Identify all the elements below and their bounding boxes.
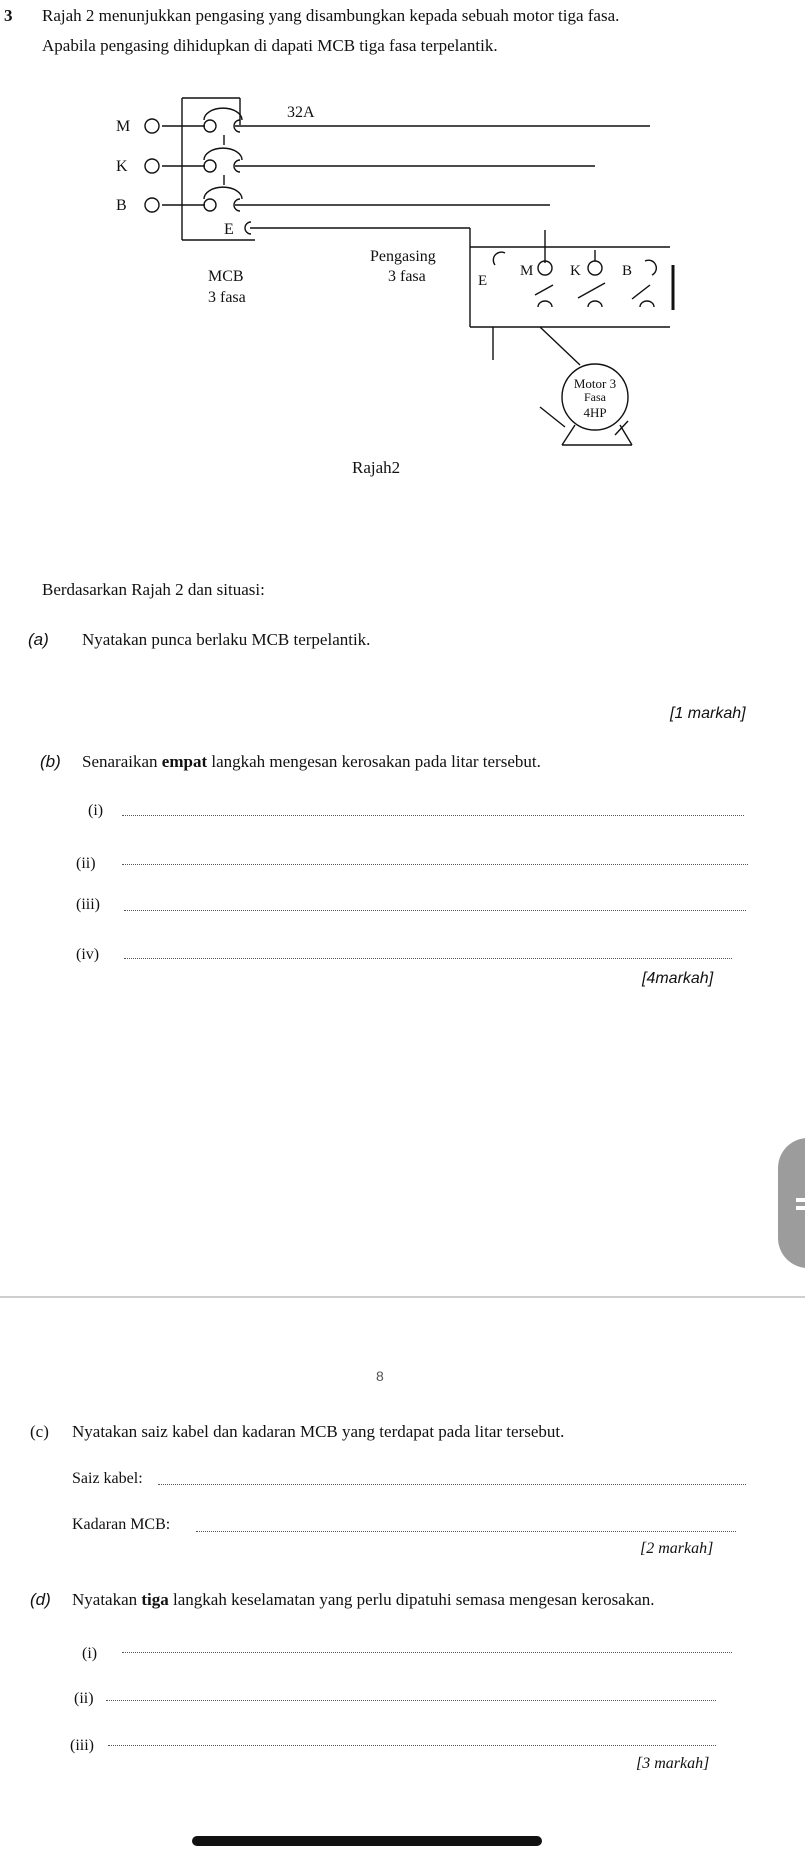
part-c-text: Nyatakan saiz kabel dan kadaran MCB yang terdapat pada litar tersebut. bbox=[72, 1422, 565, 1441]
isolator-label-line2: 3 fasa bbox=[388, 268, 426, 285]
part-b-item-4-label: (iv) bbox=[76, 946, 100, 963]
tab-grip-icon bbox=[796, 1198, 805, 1202]
part-d-label: (d) bbox=[30, 1590, 51, 1609]
cable-size-answer-line[interactable] bbox=[158, 1484, 746, 1485]
part-b-label: (b) bbox=[40, 752, 61, 771]
part-b-answer-line-1[interactable] bbox=[122, 815, 744, 816]
mcb-label-line2: 3 fasa bbox=[208, 289, 246, 306]
home-indicator[interactable] bbox=[192, 1836, 542, 1846]
part-d-item-2-label: (ii) bbox=[74, 1690, 94, 1707]
part-d-answer-line-2[interactable] bbox=[106, 1700, 716, 1701]
part-b-answer-line-3[interactable] bbox=[124, 910, 746, 911]
situation-text: Berdasarkan Rajah 2 dan situasi: bbox=[42, 580, 265, 599]
part-b-marks: [4markah] bbox=[642, 970, 714, 987]
part-d-item-1-label: (i) bbox=[82, 1645, 98, 1662]
isolator-label-line1: Pengasing bbox=[370, 248, 436, 265]
mcb-label-line1: MCB bbox=[208, 268, 244, 285]
side-scroll-tab[interactable] bbox=[778, 1138, 805, 1268]
question-intro-line2: Apabila pengasing dihidupkan di dapati MCB tiga fasa terpelantik. bbox=[42, 36, 498, 55]
isolator-k-label: K bbox=[570, 263, 581, 279]
mcb-rating-label: 32A bbox=[287, 104, 315, 121]
motor-label-line3: 4HP bbox=[583, 405, 607, 420]
part-c-label: (c) bbox=[30, 1422, 49, 1441]
circuit-diagram bbox=[0, 95, 805, 545]
page-number: 8 bbox=[376, 1368, 384, 1384]
mcb-rating-field-label: Kadaran MCB: bbox=[72, 1516, 171, 1533]
motor-label-line1: Motor 3 bbox=[573, 376, 617, 391]
part-b-answer-line-4[interactable] bbox=[124, 958, 732, 959]
terminal-m-label: M bbox=[116, 118, 131, 135]
part-d-answer-line-1[interactable] bbox=[122, 1652, 732, 1653]
part-d-marks: [3 markah] bbox=[636, 1755, 710, 1772]
page-divider bbox=[0, 1296, 805, 1298]
terminal-b-label: B bbox=[116, 197, 127, 214]
motor-label-line2: Fasa bbox=[584, 390, 606, 404]
part-a-text: Nyatakan punca berlaku MCB terpelantik. bbox=[82, 630, 371, 649]
part-d-answer-line-3[interactable] bbox=[108, 1745, 716, 1746]
part-a-label: (a) bbox=[28, 630, 49, 649]
part-b-item-2-label: (ii) bbox=[76, 855, 96, 872]
tab-grip-icon bbox=[796, 1206, 805, 1210]
question-intro-line1: Rajah 2 menunjukkan pengasing yang disambungkan kepada sebuah motor tiga fasa. bbox=[42, 6, 620, 25]
diagram-caption: Rajah2 bbox=[352, 458, 401, 477]
isolator-b-label: B bbox=[622, 263, 633, 279]
part-b-item-1-label: (i) bbox=[88, 802, 104, 819]
part-b-text: Senaraikan empat langkah mengesan kerosakan pada litar tersebut. bbox=[82, 752, 541, 771]
question-number: 3 bbox=[4, 6, 13, 25]
isolator-m-label: M bbox=[520, 263, 534, 279]
terminal-e-label: E bbox=[224, 221, 234, 238]
cable-size-label: Saiz kabel: bbox=[72, 1470, 143, 1487]
part-b-item-3-label: (iii) bbox=[76, 896, 100, 913]
mcb-rating-answer-line[interactable] bbox=[196, 1531, 736, 1532]
part-d-item-3-label: (iii) bbox=[70, 1737, 94, 1754]
part-a-marks: [1 markah] bbox=[670, 705, 746, 722]
part-c-marks: [2 markah] bbox=[640, 1540, 714, 1557]
isolator-e-label: E bbox=[478, 273, 488, 289]
part-b-answer-line-2[interactable] bbox=[122, 864, 748, 865]
part-d-text: Nyatakan tiga langkah keselamatan yang perlu dipatuhi semasa mengesan kerosakan. bbox=[72, 1590, 655, 1609]
terminal-k-label: K bbox=[116, 158, 128, 175]
